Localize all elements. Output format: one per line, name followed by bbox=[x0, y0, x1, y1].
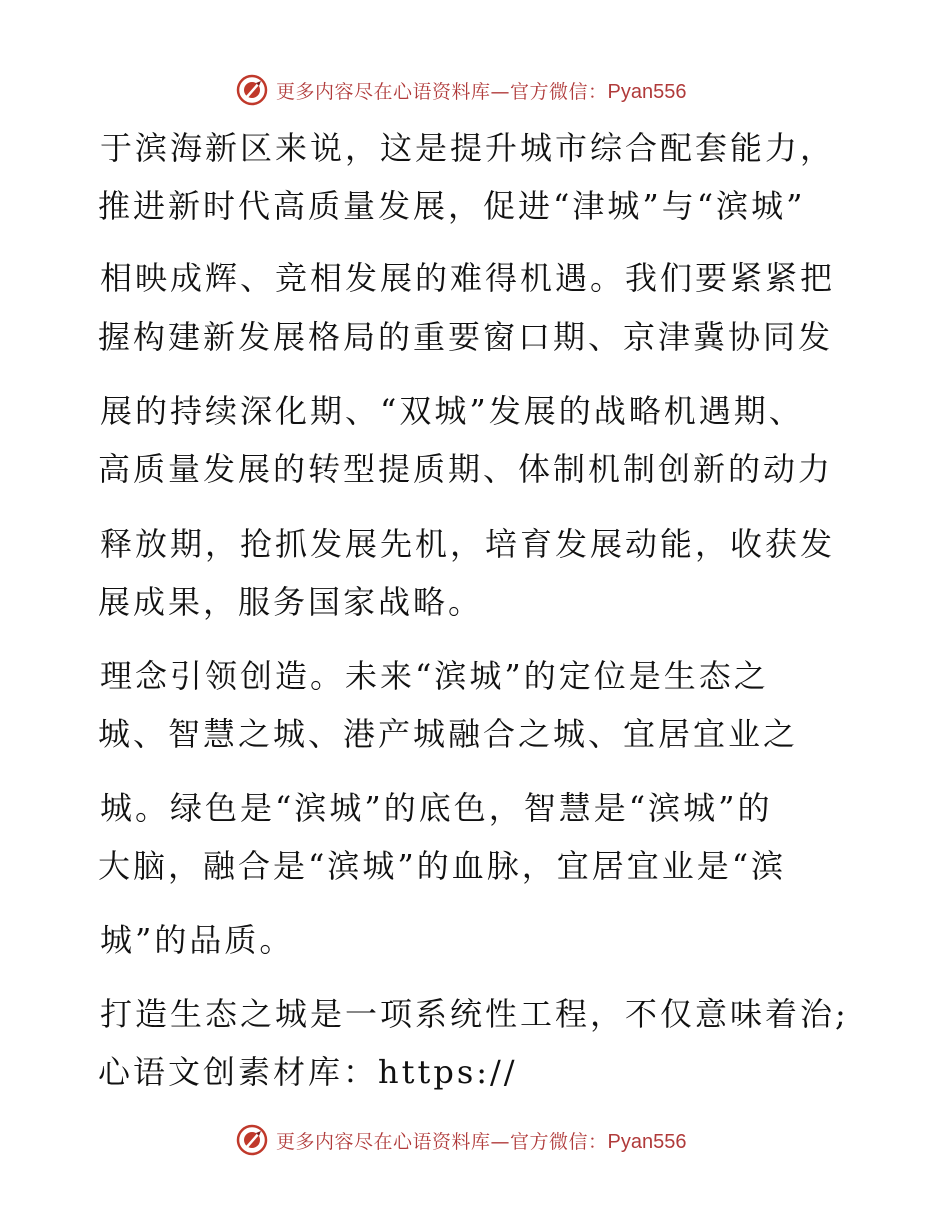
brand-logo-icon bbox=[236, 1124, 268, 1156]
banner-wechat-id: Pyan556 bbox=[607, 1130, 687, 1153]
body-line: 城”的品质。 bbox=[100, 921, 295, 959]
body-line: 高质量发展的转型提质期、体制机制创新的动力 bbox=[98, 450, 834, 488]
body-line: 释放期，抢抓发展先机，培育发展动能，收获发 bbox=[100, 525, 836, 563]
body-line: 相映成辉、竞相发展的难得机遇。我们要紧紧把 bbox=[100, 259, 836, 297]
body-line: 理念引领创造。未来“滨城”的定位是生态之 bbox=[100, 657, 769, 695]
body-line: 打造生态之城是一项系统性工程，不仅意味着治; bbox=[100, 995, 849, 1033]
body-line: 城。绿色是“滨城”的底色，智慧是“滨城”的 bbox=[100, 789, 773, 827]
body-line: 城、智慧之城、港产城融合之城、宜居宜业之 bbox=[98, 715, 799, 753]
body-line: 推进新时代高质量发展，促进“津城”与“滨城” bbox=[98, 187, 806, 225]
banner-slogan: 更多内容尽在心语资料库—官方微信： bbox=[276, 80, 608, 103]
body-line: 心语文创素材库：https:// bbox=[98, 1053, 518, 1091]
banner-slogan: 更多内容尽在心语资料库—官方微信： bbox=[276, 1130, 608, 1153]
banner-wechat-id: Pyan556 bbox=[607, 80, 687, 103]
brand-logo-icon bbox=[236, 74, 268, 106]
body-line: 握构建新发展格局的重要窗口期、京津冀协同发 bbox=[98, 318, 834, 356]
body-line: 大脑，融合是“滨城”的血脉，宜居宜业是“滨 bbox=[98, 847, 787, 885]
body-line: 展成果，服务国家战略。 bbox=[98, 583, 484, 621]
banner-text-wrap bbox=[276, 1127, 686, 1154]
header-banner bbox=[236, 72, 716, 108]
body-line: 于滨海新区来说，这是提升城市综合配套能力， bbox=[100, 129, 836, 167]
banner-text-wrap bbox=[276, 77, 686, 104]
body-line: 展的持续深化期、“双城”发展的战略机遇期、 bbox=[100, 392, 804, 430]
footer-banner bbox=[236, 1122, 716, 1158]
